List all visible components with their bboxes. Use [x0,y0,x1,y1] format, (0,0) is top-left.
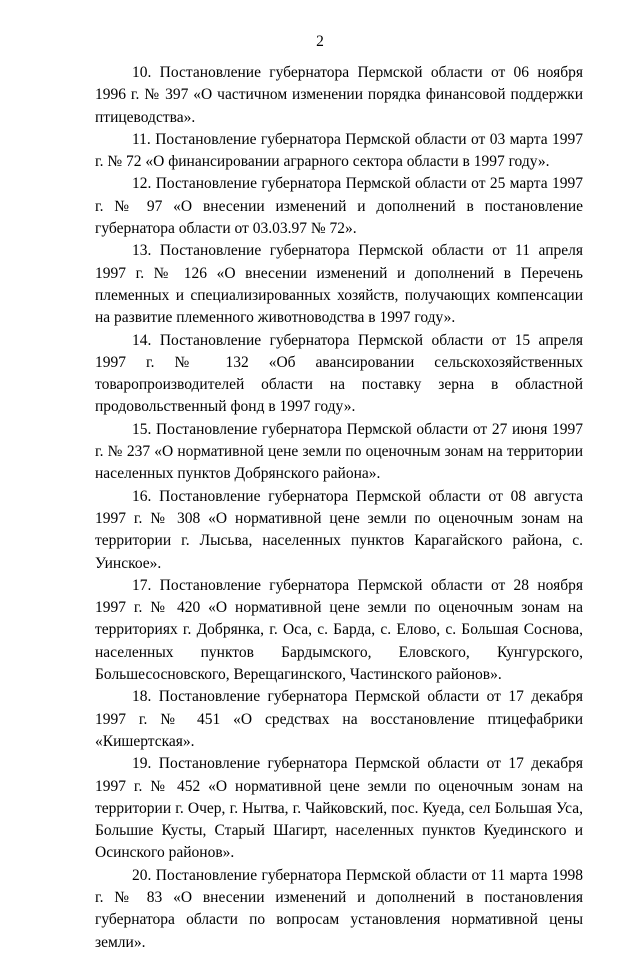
list-item: 12. Постановление губернатора Пермской области от 25 марта 1997 г. № 97 «О внесении изменений и дополнений в постановление губернатора области от 03.03.97 № 72». [95,175,583,238]
list-item: 19. Постановление губернатора Пермской области от 17 декабря 1997 г. № 452 «О нормативной цене земли по оценочным зонам на территории г. Очер, г. Нытва, г. Чайковский, пос. Куеда, сел Большая Уса, Большие Кусты, Старый Шагирт, населенных пунктов Куединского и Осинского районов». [95,755,583,862]
list-item: 10. Постановление губернатора Пермской области от 06 ноября 1996 г. № 397 «О частичном изменении порядка финансовой поддержки птицеводства». [95,64,583,126]
list-item: 14. Постановление губернатора Пермской области от 15 апреля 1997 г. № 132 «Об авансировании сельскохозяйственных товаропроизводителей области на поставку зерна в областной продовольственный фонд в 1997 году». [95,331,583,416]
list-item: 20. Постановление губернатора Пермской области от 11 марта 1998 г. № 83 «О внесении изменений и дополнений в постановления губернатора области по вопросам установления нормативной цены земли». [95,866,583,951]
document-body [95,62,583,954]
list-item: 18. Постановление губернатора Пермской области от 17 декабря 1997 г. № 451 «О средствах на восстановление птицефабрики «Кишертская». [95,688,583,750]
page-number: 2 [316,33,324,50]
list-item: 17. Постановление губернатора Пермской области от 28 ноября 1997 г. № 420 «О нормативной цене земли по оценочным зонам на территориях г. Добрянка, г. Оса, с. Барда, с. Елово, с. Большая Соснова, населенных пунктов Бардымского, Еловского, Кунгурского, Большесосновского, Верещагинского, Частинского районов». [95,576,583,684]
list-item: 13. Постановление губернатора Пермской области от 11 апреля 1997 г. № 126 «О внесении изменений и дополнений в Перечень племенных и специализированных хозяйств, получающих компенсации на развитие племенного животноводства в 1997 году». [95,242,583,327]
list-item: 16. Постановление губернатора Пермской области от 08 августа 1997 г. № 308 «О нормативной цене земли по оценочным зонам на территории г. Лысьва, населенных пунктов Карагайского района, с. Уинское». [95,487,583,572]
list-item: 15. Постановление губернатора Пермской области от 27 июня 1997 г. № 237 «О нормативной цене земли по оценочным зонам на территории населенных пунктов Добрянского района». [95,420,583,483]
list-item: 11. Постановление губернатора Пермской области от 03 марта 1997 г. № 72 «О финансировании аграрного сектора области в 1997 году». [95,130,583,171]
